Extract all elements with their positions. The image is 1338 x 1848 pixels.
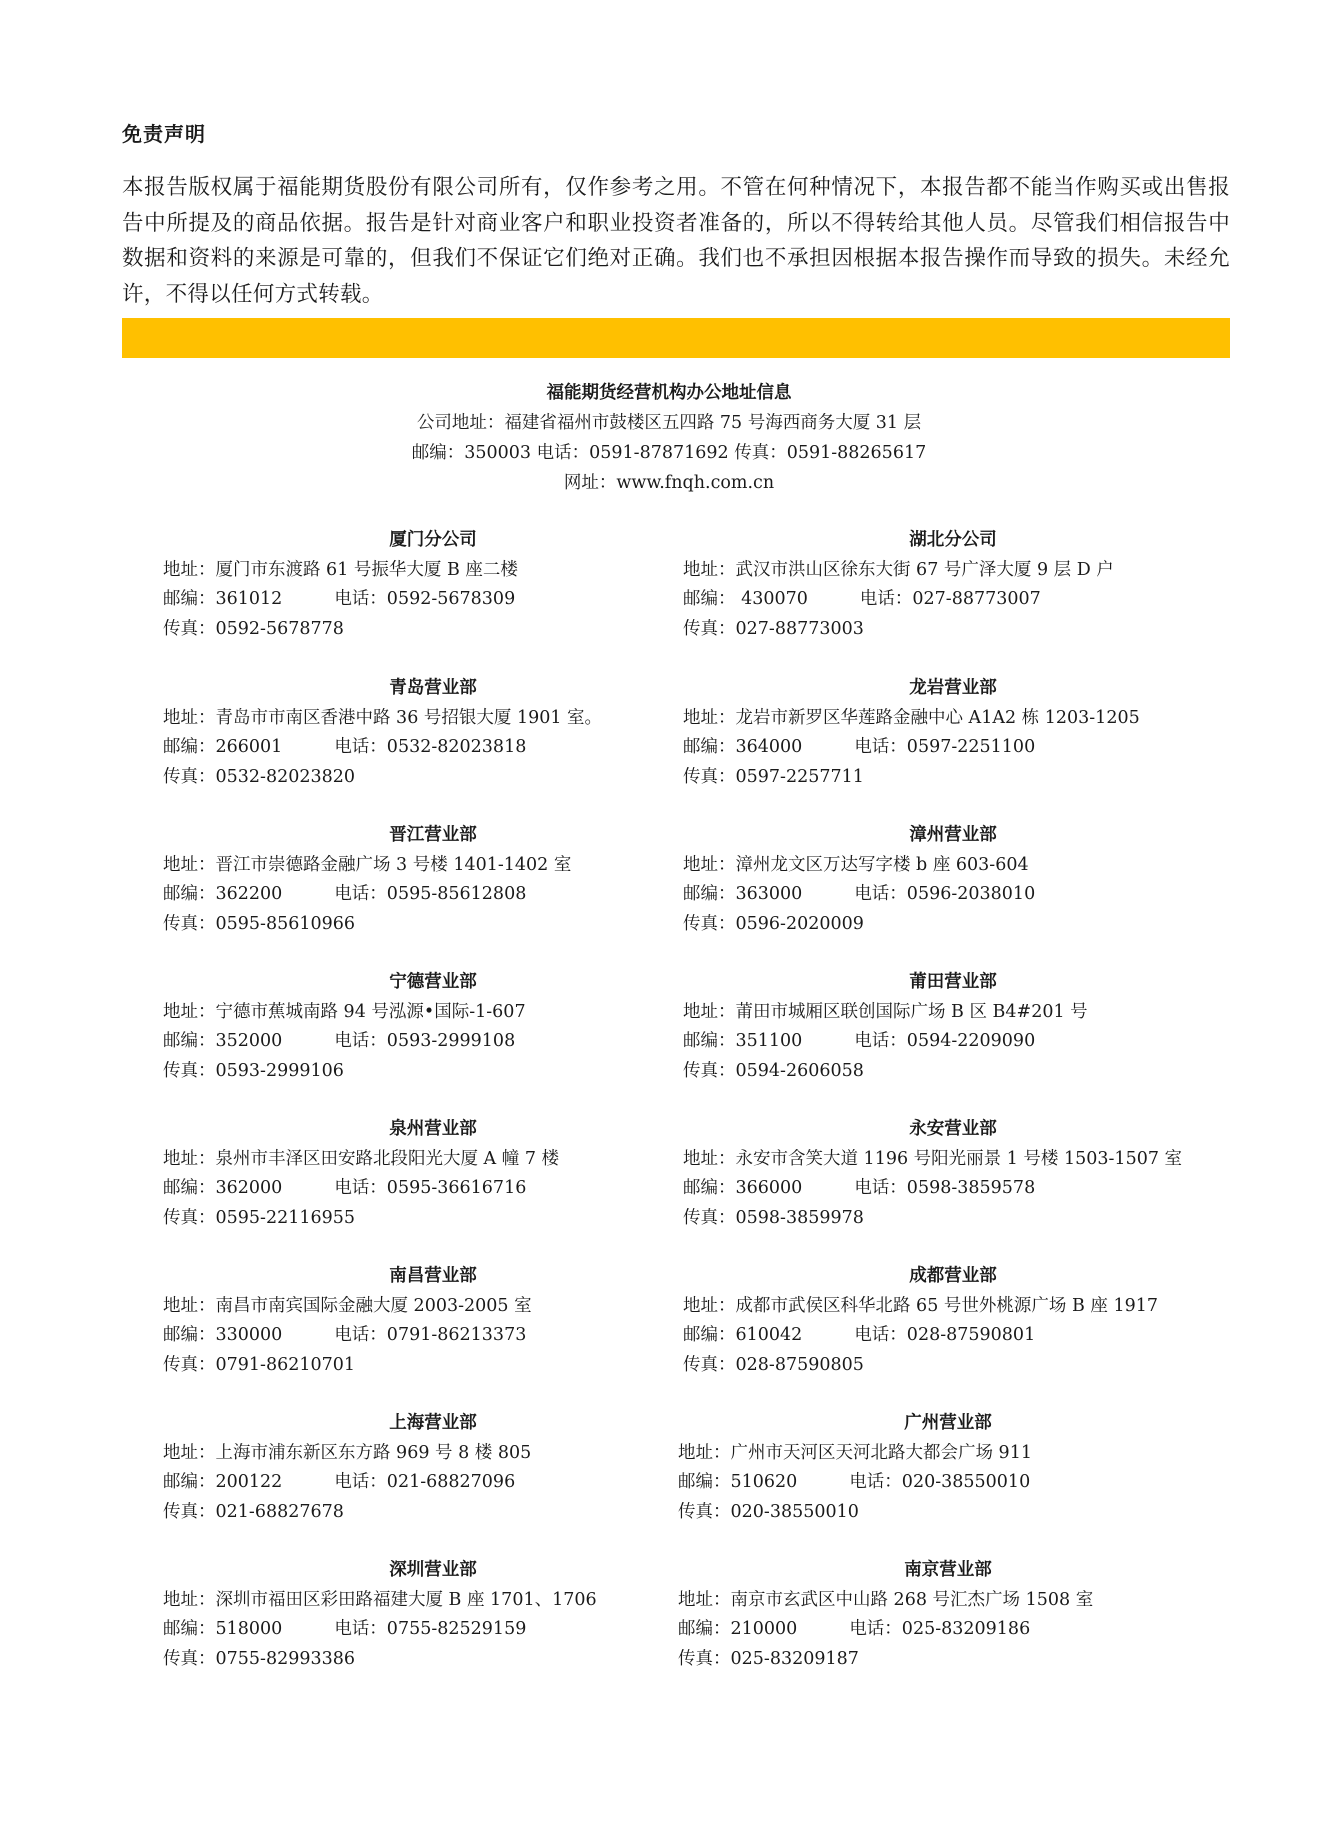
disclaimer-body: 本报告版权属于福能期货股份有限公司所有，仅作参考之用。不管在何种情况下，本报告都不能当作购买或出售报告中所提及的商品依据。报告是针对商业客户和职业投资者准备的，所以不得转给其他人员。尽管我们相信报告中数据和资料的来源是可靠的，但我们不保证它们绝对正确。我们也不承担因根据本报告操作而导致的损失。未经允许，不得以任何方式转载。 [122,175,1230,307]
branch-address: 地址：漳州龙文区万达写字楼 b 座 603-604 [683,854,1029,875]
branch-card [683,1115,1223,1233]
branch-card [163,1262,703,1380]
branch-postcode: 邮编：610042 [683,1325,803,1345]
branch-postcode: 邮编：362000 [163,1178,283,1198]
branch-fax: 传真：0594-2606058 [683,1060,864,1081]
branch-card [678,1409,1218,1527]
branch-address: 地址：南昌市南宾国际金融大厦 2003-2005 室 [163,1295,532,1316]
branch-card [683,968,1223,1086]
branch-address: 地址：永安市含笑大道 1196 号阳光丽景 1 号楼 1503-1507 室 [683,1148,1183,1169]
branch-name: 龙岩营业部 [909,678,997,698]
branch-address: 地址：宁德市蕉城南路 94 号泓源•国际-1-607 [163,1001,526,1022]
branch-phone: 电话：021-68827096 [334,1472,516,1492]
branch-address: 地址：莆田市城厢区联创国际广场 B 区 B4#201 号 [683,1001,1088,1022]
branch-fax: 传真：025-83209187 [678,1648,859,1669]
branch-fax: 传真：0595-85610966 [163,913,356,934]
branch-name: 厦门分公司 [389,530,477,550]
branch-phone: 电话：0755-82529159 [334,1619,527,1639]
branch-postcode: 邮编：266001 [163,737,283,757]
branch-phone: 电话：0595-85612808 [334,884,527,904]
branch-fax: 传真：0597-2257711 [683,766,864,787]
branch-name: 成都营业部 [909,1266,997,1286]
branch-phone: 电话：0592-5678309 [334,589,516,609]
branch-postcode: 邮编：351100 [683,1031,803,1051]
branch-card [163,1556,703,1674]
branch-postcode: 邮编：518000 [163,1619,283,1639]
branch-address: 地址：上海市浦东新区东方路 969 号 8 楼 805 [163,1442,532,1463]
branch-phone: 电话：027-88773007 [859,589,1041,609]
branch-card [163,674,703,792]
branch-phone: 电话：0594-2209090 [854,1031,1036,1051]
branch-name: 青岛营业部 [389,678,477,698]
branch-postcode: 邮编：200122 [163,1472,283,1492]
branch-address: 地址：龙岩市新罗区华莲路金融中心 A1A2 栋 1203-1205 [683,707,1140,728]
branch-fax: 传真：021-68827678 [163,1501,344,1522]
branch-phone: 电话：0596-2038010 [854,884,1036,904]
branch-fax: 传真：0596-2020009 [683,913,864,934]
branch-name: 湖北分公司 [909,530,997,550]
branch-card [683,674,1223,792]
branch-phone: 电话：0532-82023818 [334,737,527,757]
disclaimer-title: 免责声明 [122,122,206,146]
branch-name: 深圳营业部 [389,1560,477,1580]
branch-name: 晋江营业部 [389,825,477,845]
branch-name: 南昌营业部 [389,1266,477,1286]
branch-name: 泉州营业部 [389,1119,477,1139]
branch-name: 广州营业部 [904,1413,992,1433]
branch-fax: 传真：028-87590805 [683,1354,864,1375]
branch-postcode: 邮编：363000 [683,884,803,904]
branch-address: 地址：泉州市丰泽区田安路北段阳光大厦 A 幢 7 楼 [163,1148,560,1169]
branch-phone: 电话：020-38550010 [849,1472,1031,1492]
branch-name: 上海营业部 [389,1413,477,1433]
headquarters-address: 公司地址：福建省福州市鼓楼区五四路 75 号海西商务大厦 31 层 [416,413,922,433]
branch-postcode: 邮编： 430070 [683,589,808,609]
branch-address: 地址：武汉市洪山区徐东大街 67 号广泽大厦 9 层 D 户 [683,559,1114,580]
branch-phone: 电话：0595-36616716 [334,1178,527,1198]
branch-fax: 传真：0598-3859978 [683,1207,864,1228]
branch-address: 地址：成都市武侯区科华北路 65 号世外桃源广场 B 座 1917 [683,1295,1158,1316]
branch-card [683,821,1223,939]
branch-name: 宁德营业部 [389,972,477,992]
branch-phone: 电话：028-87590801 [854,1325,1036,1345]
headquarters-contact: 邮编：350003 电话：0591-87871692 传真：0591-88265617 [411,443,927,463]
branch-phone: 电话：0791-86213373 [334,1325,527,1345]
branch-card [163,1115,703,1233]
branch-card [683,1262,1223,1380]
branch-name: 南京营业部 [904,1560,992,1580]
branch-postcode: 邮编：210000 [678,1619,798,1639]
branch-phone: 电话：0598-3859578 [854,1178,1036,1198]
branch-postcode: 邮编：330000 [163,1325,283,1345]
branch-card [163,821,703,939]
headquarters-title: 福能期货经营机构办公地址信息 [546,383,792,403]
branch-phone: 电话：0593-2999108 [334,1031,516,1051]
branch-name: 漳州营业部 [909,825,997,845]
branch-card [163,1409,703,1527]
branch-address: 地址：深圳市福田区彩田路福建大厦 B 座 1701、1706 [163,1589,597,1610]
branch-address: 地址：厦门市东渡路 61 号振华大厦 B 座二楼 [163,559,518,580]
branch-address: 地址：晋江市崇德路金融广场 3 号楼 1401-1402 室 [163,854,572,875]
branch-postcode: 邮编：362200 [163,884,283,904]
branch-fax: 传真：0791-86210701 [163,1354,356,1375]
branch-postcode: 邮编：366000 [683,1178,803,1198]
branch-address: 地址：广州市天河区天河北路大都会广场 911 [678,1442,1032,1463]
branch-fax: 传真：0755-82993386 [163,1648,356,1669]
branch-name: 莆田营业部 [909,972,997,992]
branch-phone: 电话：025-83209186 [849,1619,1031,1639]
branch-address: 地址：南京市玄武区中山路 268 号汇杰广场 1508 室 [678,1589,1094,1610]
branch-fax: 传真：0592-5678778 [163,618,344,639]
accent-bar [122,318,1230,358]
branch-card [683,526,1223,644]
branch-fax: 传真：0593-2999106 [163,1060,344,1081]
branch-address: 地址：青岛市市南区香港中路 36 号招银大厦 1901 室。 [163,707,603,728]
branch-card [163,968,703,1086]
branch-fax: 传真：0595-22116955 [163,1207,356,1228]
headquarters-website: 网址：www.fnqh.com.cn [563,473,775,493]
branch-postcode: 邮编：510620 [678,1472,798,1492]
headquarters-block [0,378,1338,498]
branch-postcode: 邮编：352000 [163,1031,283,1051]
branch-card [163,526,703,644]
branch-fax: 传真：020-38550010 [678,1501,859,1522]
branch-fax: 传真：0532-82023820 [163,766,356,787]
branch-postcode: 邮编：364000 [683,737,803,757]
branch-phone: 电话：0597-2251100 [854,737,1036,757]
branch-card [678,1556,1218,1674]
branch-fax: 传真：027-88773003 [683,618,864,639]
branch-postcode: 邮编：361012 [163,589,283,609]
branch-name: 永安营业部 [909,1119,997,1139]
